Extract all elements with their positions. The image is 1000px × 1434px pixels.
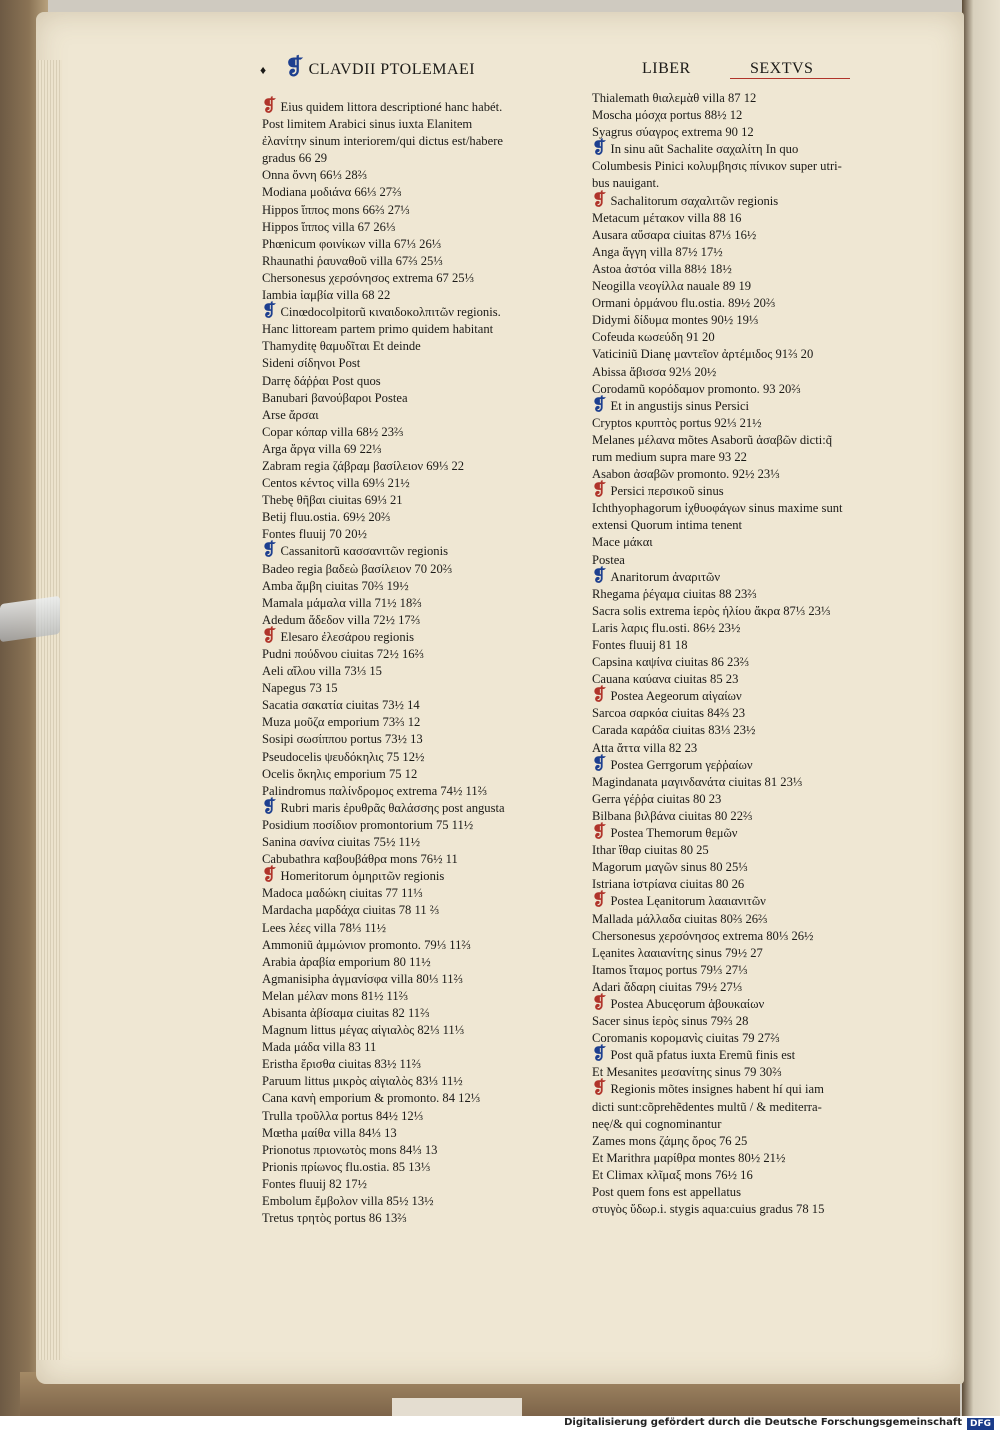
paragraph-mark-icon: ❡ [262, 796, 281, 816]
line-text: Aeli αἴλου villa 73⅓ 15 [262, 664, 382, 679]
text-line [592, 962, 892, 979]
text-line [592, 603, 892, 620]
line-text: Rhegama ῥέγαμα ciuitas 88 23⅔ [592, 586, 757, 601]
text-line [592, 261, 892, 278]
text-line [592, 1013, 892, 1030]
line-text: Ausara αὔσαρα ciuitas 87⅓ 16½ [592, 227, 757, 242]
text-line [592, 890, 892, 910]
text-line [592, 791, 892, 808]
line-text: extensi Quorum intima tenent [592, 518, 743, 533]
line-text: Vaticiniũ Dianę μαντεῖον ἀρτέμιδος 91⅔ 20 [592, 347, 814, 362]
line-text: Agmanisipha ἀγμανίσφα villa 80⅓ 11⅔ [262, 971, 463, 986]
line-text: Postea Themorum θεμῶν [610, 826, 738, 841]
line-text: Betij fluu.ostia. 69½ 20⅔ [262, 510, 391, 525]
line-text: Abisanta ἀβίσαμα ciuitas 82 11⅔ [262, 1005, 430, 1020]
line-text: Badeo regia βαδεὼ βασίλειον 70 20⅔ [262, 561, 453, 576]
tape-strip [392, 1398, 522, 1416]
line-text: Sachalitorum σαχαλιτῶν regionis [610, 193, 779, 208]
text-line [262, 1056, 552, 1073]
line-text: Ithar ἴθαρ ciuitas 80 25 [592, 843, 709, 858]
text-line [262, 301, 552, 321]
line-text: Istriana ἰστρίανα ciuitas 80 26 [592, 877, 745, 892]
line-text: gradus 66 29 [262, 151, 328, 166]
line-text: Coromanis κορομανὶς ciuitas 79 27⅔ [592, 1031, 780, 1046]
line-text: Postea [592, 552, 625, 567]
line-text: Cana κανὴ emporium & promonto. 84 12⅓ [262, 1091, 481, 1106]
line-text: Pseudocelis ψευδόκηλις 75 12½ [262, 749, 425, 764]
text-line [592, 740, 892, 757]
line-text: Madoca μαδώκη ciuitas 77 11⅓ [262, 886, 423, 901]
line-text: Amba ἄμβη ciuitas 70⅔ 19½ [262, 578, 409, 593]
dfg-logo: DFG [967, 1418, 994, 1430]
text-line [262, 697, 552, 714]
line-text: Ammoniũ ἀμμώνιον promonto. 79⅓ 11⅔ [262, 937, 471, 952]
paragraph-mark-icon: ❡ [592, 890, 611, 910]
paragraph-mark-icon: ❡ [285, 54, 305, 79]
line-text: Sacatia σακατία ciuitas 73½ 14 [262, 698, 420, 713]
line-text: Rhaunathi ῥαυναθοῦ villa 67⅔ 25⅓ [262, 253, 443, 268]
paragraph-mark-icon: ❡ [262, 96, 281, 115]
line-text: Thamyditę θαμυδῖται Et deinde [262, 339, 421, 354]
text-line [592, 449, 892, 466]
text-line [592, 175, 892, 192]
text-line [262, 441, 552, 458]
line-text: Corodamũ κορόδαμον promonto. 93 20⅔ [592, 381, 801, 396]
line-text: Cryptos κρυπτὸς portus 92⅓ 21½ [592, 415, 762, 430]
text-line [262, 937, 552, 954]
right-column [592, 90, 892, 1218]
line-text: Melanes μέλανα mõtes Asaborũ ἀσαβῶν dicti:q̃ [592, 432, 833, 447]
line-text: Phœnicum φοινίκων villa 67⅓ 26⅓ [262, 236, 442, 251]
line-text: Sacra solis extrema ἱερὸς ἡλίου ἄκρα 87⅓ 23⅓ [592, 603, 831, 618]
text-line [262, 1073, 552, 1090]
line-text: Capsina καψίνα ciuitas 86 23⅔ [592, 655, 750, 670]
line-text: Abissa ἄβισσα 92⅓ 20½ [592, 364, 717, 379]
line-text: Gerra γέῤῥα ciuitas 80 23 [592, 791, 722, 806]
line-text: Fontes fluuij 82 17½ [262, 1176, 367, 1191]
text-line [592, 329, 892, 346]
text-line [262, 817, 552, 834]
text-line [262, 612, 552, 629]
line-text: Cinœdocolpitorũ κιναιδοκολπιτῶν regionis. [280, 305, 501, 320]
line-text: Palindromus παλίνδρομος extrema 74½ 11⅔ [262, 783, 488, 798]
paragraph-mark-icon: ❡ [592, 138, 611, 158]
line-text: Centos κέντος villa 69⅓ 21½ [262, 476, 410, 491]
text-line [592, 671, 892, 688]
text-line [592, 158, 892, 175]
line-text: Posidium ποσίδιον promontorium 75 11½ [262, 817, 474, 832]
text-line [262, 1159, 552, 1176]
line-text: Chersonesus χερσόνησος extrema 80⅓ 26½ [592, 928, 814, 943]
text-line [262, 338, 552, 355]
line-text: Et in angustijs sinus Persici [610, 398, 750, 413]
running-title-right: SEXTVS [750, 60, 814, 77]
text-line [592, 842, 892, 859]
line-text: Mallada μάλλαδα ciuitas 80⅔ 26⅔ [592, 911, 768, 926]
text-line [592, 1064, 892, 1081]
line-text: Mardacha μαρδάχα ciuitas 78 11 ⅔ [262, 903, 440, 918]
line-text: In sinu aũt Sachalite σαχαλίτη In quo [610, 142, 799, 157]
text-line [592, 654, 892, 671]
text-line [262, 202, 552, 219]
text-line [592, 1150, 892, 1167]
text-line [262, 796, 552, 817]
text-line [592, 346, 892, 363]
text-line [262, 1176, 552, 1193]
text-line [592, 552, 892, 569]
text-line [592, 500, 892, 517]
text-line [262, 865, 552, 885]
running-label-right: LIBER [642, 60, 691, 77]
line-text: Napegus 73 15 [262, 681, 338, 696]
line-text: Zames mons ζάμης ὄρος 76 25 [592, 1133, 748, 1148]
text-line [262, 373, 552, 390]
text-line [262, 561, 552, 578]
line-text: Tretus τρητὸς portus 86 13⅔ [262, 1211, 407, 1226]
text-line [262, 783, 552, 800]
text-line [262, 287, 552, 304]
text-line [592, 1030, 892, 1047]
text-line [262, 851, 552, 868]
line-text: Bilbana βιλβάνα ciuitas 80 22⅔ [592, 808, 753, 823]
text-line [262, 749, 552, 766]
text-line [262, 458, 552, 475]
line-text: dicti sunt:cõprehẽdentes multũ / & mediterra- [592, 1099, 822, 1114]
text-line [592, 466, 892, 483]
line-text: Hippos ἵππος mons 66⅔ 27⅓ [262, 202, 410, 217]
text-line [592, 1099, 892, 1116]
paragraph-mark-icon: ❡ [592, 822, 611, 842]
line-text: Postea Gerrgorum γεῤῥαίων [610, 757, 753, 772]
line-text: Et Climax κλῖμαξ mons 76½ 16 [592, 1167, 753, 1182]
text-line [592, 685, 892, 705]
text-line [262, 885, 552, 902]
line-text: Lees λέες villa 78⅓ 11½ [262, 920, 387, 935]
line-text: Onna ὄννη 66⅓ 28⅔ [262, 168, 368, 183]
page-edges [38, 60, 62, 1360]
line-text: Sarcoa σαρκόα ciuitas 84⅔ 23 [592, 706, 746, 721]
text-line [592, 394, 892, 415]
text-line [592, 295, 892, 312]
line-text: Astoa ἀστόα villa 88½ 18½ [592, 261, 732, 276]
text-line [592, 227, 892, 244]
text-line [262, 167, 552, 184]
line-text: Arga ἄργα villa 69 22⅓ [262, 441, 382, 456]
text-line [592, 876, 892, 893]
text-line [262, 407, 552, 424]
text-line [592, 1167, 892, 1184]
line-text: Mace μάκαι [592, 535, 653, 550]
text-line [592, 586, 892, 603]
line-text: Magnum littus μέγας αἰγιαλὸς 82⅓ 11⅓ [262, 1023, 465, 1038]
line-text: στυγὸς ὕδωρ.i. stygis aqua:cuius gradus 78 15 [592, 1202, 825, 1217]
text-line [262, 971, 552, 988]
running-title-left: CLAVDII PTOLEMAEI [308, 61, 476, 78]
line-text: Post quã pfatus iuxta Eremũ finis est [610, 1048, 796, 1063]
line-text: Modiana μοδιάνα 66⅓ 27⅔ [262, 185, 402, 200]
paragraph-mark-icon: ❡ [592, 1078, 611, 1098]
line-text: Magindanata μαγινδανάτα ciuitas 81 23⅓ [592, 774, 803, 789]
text-line [262, 321, 552, 338]
line-text: Muza μοῦζα emporium 73⅔ 12 [262, 715, 421, 730]
text-line [262, 1090, 552, 1107]
paragraph-mark-icon: ❡ [592, 753, 611, 773]
line-text: Eius quidem littora descriptioné hanc habét. [280, 100, 503, 114]
text-line [262, 1142, 552, 1159]
text-line [592, 620, 892, 637]
line-text: Pudni πούδνου ciuitas 72½ 16⅔ [262, 647, 424, 661]
line-text: Copar κόπαρ villa 68½ 23⅔ [262, 424, 404, 439]
line-text: Ocelis ὄκηλις emporium 75 12 [262, 766, 418, 781]
page-marker: ♦ [260, 63, 267, 77]
text-line [592, 312, 892, 329]
text-line [262, 219, 552, 236]
text-line [262, 526, 552, 543]
text-line [592, 210, 892, 227]
line-text: Adari ἄδαρη ciuitas 79½ 27⅓ [592, 979, 743, 994]
line-text: Magorum μαγῶν sinus 80 25⅓ [592, 860, 748, 875]
line-text: Banubari βανούβαροι Postea [262, 390, 408, 405]
text-line [592, 480, 892, 500]
line-text: Embolum ἔμβολον villa 85½ 13½ [262, 1194, 434, 1208]
text-line [592, 107, 892, 124]
line-text: Cauana καύανα ciuitas 85 23 [592, 672, 739, 687]
left-column [262, 96, 552, 1227]
text-line [592, 189, 892, 210]
line-text: Eristha ἔρισθα ciuitas 83½ 11⅔ [262, 1057, 422, 1072]
text-line [262, 355, 552, 372]
line-text: Postea Lęanitorum λααιανιτῶν [610, 894, 766, 909]
paragraph-mark-icon: ❡ [262, 301, 281, 321]
text-line [262, 540, 552, 560]
page-header-left [260, 54, 476, 79]
line-text: Chersonesus χερσόνησος extrema 67 25⅓ [262, 270, 475, 285]
paragraph-mark-icon: ❡ [592, 394, 611, 414]
line-text: Iambia ἰαμβία villa 68 22 [262, 288, 391, 303]
line-text: Melan μέλαν mons 81½ 11⅔ [262, 988, 409, 1003]
text-line [592, 722, 892, 739]
text-line [262, 1193, 552, 1210]
footer-credit: Digitalisierung gefördert durch die Deutsche Forschungsgemeinschaft [564, 1417, 962, 1428]
text-line [262, 595, 552, 612]
text-line [592, 244, 892, 261]
line-text: Homeritorum ὁμηριτῶν regionis [280, 869, 445, 884]
line-text: Prionotus πριονωτὸς mons 84⅓ 13 [262, 1142, 438, 1157]
text-line [262, 625, 552, 646]
line-text: Itamos ἴταμος portus 79⅓ 27⅓ [592, 962, 748, 977]
text-line [592, 1133, 892, 1150]
text-line [262, 1005, 552, 1022]
line-text: Atta ἄττα villa 82 23 [592, 740, 698, 755]
line-text: Carada καράδα ciuitas 83⅓ 23½ [592, 723, 756, 738]
text-line [592, 364, 892, 381]
line-text: Cabubathra καβουβάθρα mons 76½ 11 [262, 852, 458, 867]
text-line [262, 988, 552, 1005]
paragraph-mark-icon: ❡ [262, 625, 281, 645]
paragraph-mark-icon: ❡ [592, 685, 611, 705]
line-text: Regionis mõtes insignes habent hí qui iam [610, 1082, 824, 1097]
line-text: Columbesis Pinici κολυμβησις πίνικον super utri- [592, 159, 842, 174]
text-line [592, 705, 892, 722]
text-line [592, 1078, 892, 1098]
line-text: neę/& qui cognominantur [592, 1116, 722, 1131]
line-text: Syagrus σύαγρος extrema 90 12 [592, 125, 754, 140]
paragraph-mark-icon: ❡ [592, 992, 611, 1012]
text-line [262, 920, 552, 937]
text-line [592, 124, 892, 141]
text-line [262, 1108, 552, 1125]
line-text: Anaritorum ἀναριτῶν [610, 569, 721, 584]
text-line [592, 90, 892, 107]
text-line [262, 475, 552, 492]
line-text: Zabram regia ζάβραμ βασίλειον 69⅓ 22 [262, 458, 465, 473]
text-line [262, 184, 552, 201]
line-text: Arabia ἀραβία emporium 80 11½ [262, 954, 431, 969]
line-text: ἐλανίτην sinum interiorem/qui dictus est/habere [262, 134, 503, 149]
text-line [592, 945, 892, 962]
page-header-right [642, 60, 691, 78]
line-text: Sanina σανίνα ciuitas 75½ 11½ [262, 835, 421, 850]
line-text: Mada μάδα villa 83 11 [262, 1040, 377, 1055]
line-text: Didymi δίδυμα montes 90½ 19⅓ [592, 313, 759, 328]
line-text: Trulla τροῦλλα portus 84½ 12⅓ [262, 1108, 424, 1123]
text-line [592, 415, 892, 432]
text-line [262, 578, 552, 595]
line-text: Post quem fons est appellatus [592, 1185, 742, 1199]
text-line [592, 822, 892, 842]
line-text: Thialemath θιαλεμὰθ villa 87 12 [592, 91, 757, 105]
text-line [262, 1039, 552, 1056]
line-text: Lęanites λααιανίτης sinus 79½ 27 [592, 945, 763, 960]
paragraph-mark-icon: ❡ [592, 480, 611, 500]
line-text: Mœtha μαίθα villa 84⅓ 13 [262, 1125, 397, 1140]
line-text: Postea Abucęorum ἀβουκαίων [610, 996, 765, 1011]
line-text: Fontes fluuij 81 18 [592, 638, 688, 652]
line-text: bus nauigant. [592, 176, 660, 191]
text-line [592, 278, 892, 295]
text-line [592, 138, 892, 158]
text-line [592, 753, 892, 774]
text-line [592, 381, 892, 398]
text-line [592, 774, 892, 791]
line-text: Et Mesanites μεσανίτης sinus 79 30⅔ [592, 1065, 782, 1080]
text-line [592, 979, 892, 996]
text-line [262, 663, 552, 680]
line-text: Et Marithra μαρίθρα montes 80½ 21½ [592, 1150, 786, 1165]
line-text: Rubri maris ἐρυθρᾶς θαλάσσης post angusta [280, 800, 505, 815]
line-text: Neogilla νεογίλλα nauale 89 19 [592, 279, 752, 294]
line-text: Mamala μάμαλα villa 71½ 18⅔ [262, 595, 422, 610]
line-text: Persici περσικοῦ sinus [610, 484, 724, 499]
text-line [262, 1210, 552, 1227]
text-line [592, 1184, 892, 1201]
text-line [262, 424, 552, 441]
text-line [262, 834, 552, 851]
paragraph-mark-icon: ❡ [262, 865, 281, 885]
text-line [592, 992, 892, 1013]
text-line [262, 116, 552, 133]
line-text: Thebę θῆβαι ciuitas 69⅓ 21 [262, 493, 403, 508]
text-line [592, 928, 892, 945]
line-text: Elesaro ἐλεσάρου regionis [280, 629, 415, 644]
line-text: rum medium supra mare 93 22 [592, 449, 747, 464]
paragraph-mark-icon: ❡ [592, 1044, 611, 1064]
text-line [262, 646, 552, 663]
text-line [262, 902, 552, 919]
text-line [262, 150, 552, 167]
text-line [592, 808, 892, 825]
text-line [262, 680, 552, 697]
paragraph-mark-icon: ❡ [592, 565, 611, 585]
line-text: Sosipi σωσίππου portus 73½ 13 [262, 732, 423, 747]
line-text: Hippos ἵππος villa 67 26⅓ [262, 219, 396, 234]
text-line [262, 954, 552, 971]
line-text: Paruum littus μικρὸς αἰγιαλὸς 83⅓ 11½ [262, 1074, 463, 1089]
text-line [592, 637, 892, 654]
text-line [262, 492, 552, 509]
text-line [592, 1044, 892, 1064]
line-text: Hanc littoream partem primo quidem habitant [262, 322, 494, 337]
line-text: Post limitem Arabici sinus iuxta Elanitem [262, 117, 473, 132]
header-rule [730, 78, 850, 79]
paragraph-mark-icon: ❡ [262, 540, 281, 560]
text-line [592, 432, 892, 449]
text-line [262, 133, 552, 150]
line-text: Sideni σίδηνοι Post [262, 356, 361, 371]
text-line [592, 1201, 892, 1218]
line-text: Metacum μέτακον villa 88 16 [592, 210, 742, 225]
line-text: Asabon ἀσαβῶν promonto. 92½ 23⅓ [592, 467, 780, 482]
text-line [262, 766, 552, 783]
text-line [262, 236, 552, 253]
text-line [262, 1022, 552, 1039]
text-line [262, 96, 552, 116]
text-line [262, 731, 552, 748]
text-line [262, 253, 552, 270]
line-text: Ormani ὀρμάνου flu.ostia. 89½ 20⅔ [592, 296, 776, 311]
line-text: Cofeuda κωσεύδη 91 20 [592, 330, 715, 345]
text-line [262, 509, 552, 526]
text-line [262, 390, 552, 407]
line-text: Cassanitorũ κασσανιτῶν regionis [280, 544, 448, 559]
line-text: Sacer sinus ἱερὸς sinus 79⅔ 28 [592, 1014, 749, 1029]
facing-page-edge [962, 0, 1000, 1416]
line-text: Fontes fluuij 70 20½ [262, 527, 367, 542]
line-text: Arse ἄρσαι [262, 407, 319, 422]
text-line [592, 534, 892, 551]
text-line [592, 859, 892, 876]
line-text: Moscha μόσχα portus 88½ 12 [592, 108, 743, 123]
text-line [262, 1125, 552, 1142]
text-line [592, 911, 892, 928]
line-text: Darrę δάῤῥαι Post quos [262, 373, 381, 388]
line-text: Laris λαρις flu.osti. 86½ 23½ [592, 620, 741, 635]
text-line [592, 565, 892, 586]
text-line [262, 714, 552, 731]
text-line [592, 1116, 892, 1133]
paragraph-mark-icon: ❡ [592, 189, 611, 209]
text-line [592, 517, 892, 534]
page-header-right-title [750, 60, 813, 78]
line-text: Ichthyophagorum ἰχθυοφάγων sinus maxime sunt [592, 501, 843, 516]
line-text: Anga ἄγγη villa 87½ 17½ [592, 244, 723, 259]
line-text: Adedum ἄδεδον villa 72½ 17⅔ [262, 612, 421, 627]
text-line [262, 270, 552, 287]
line-text: Postea Aegeorum αἰγαίων [610, 689, 742, 704]
line-text: Prionis πρίωνος flu.ostia. 85 13⅓ [262, 1159, 431, 1174]
